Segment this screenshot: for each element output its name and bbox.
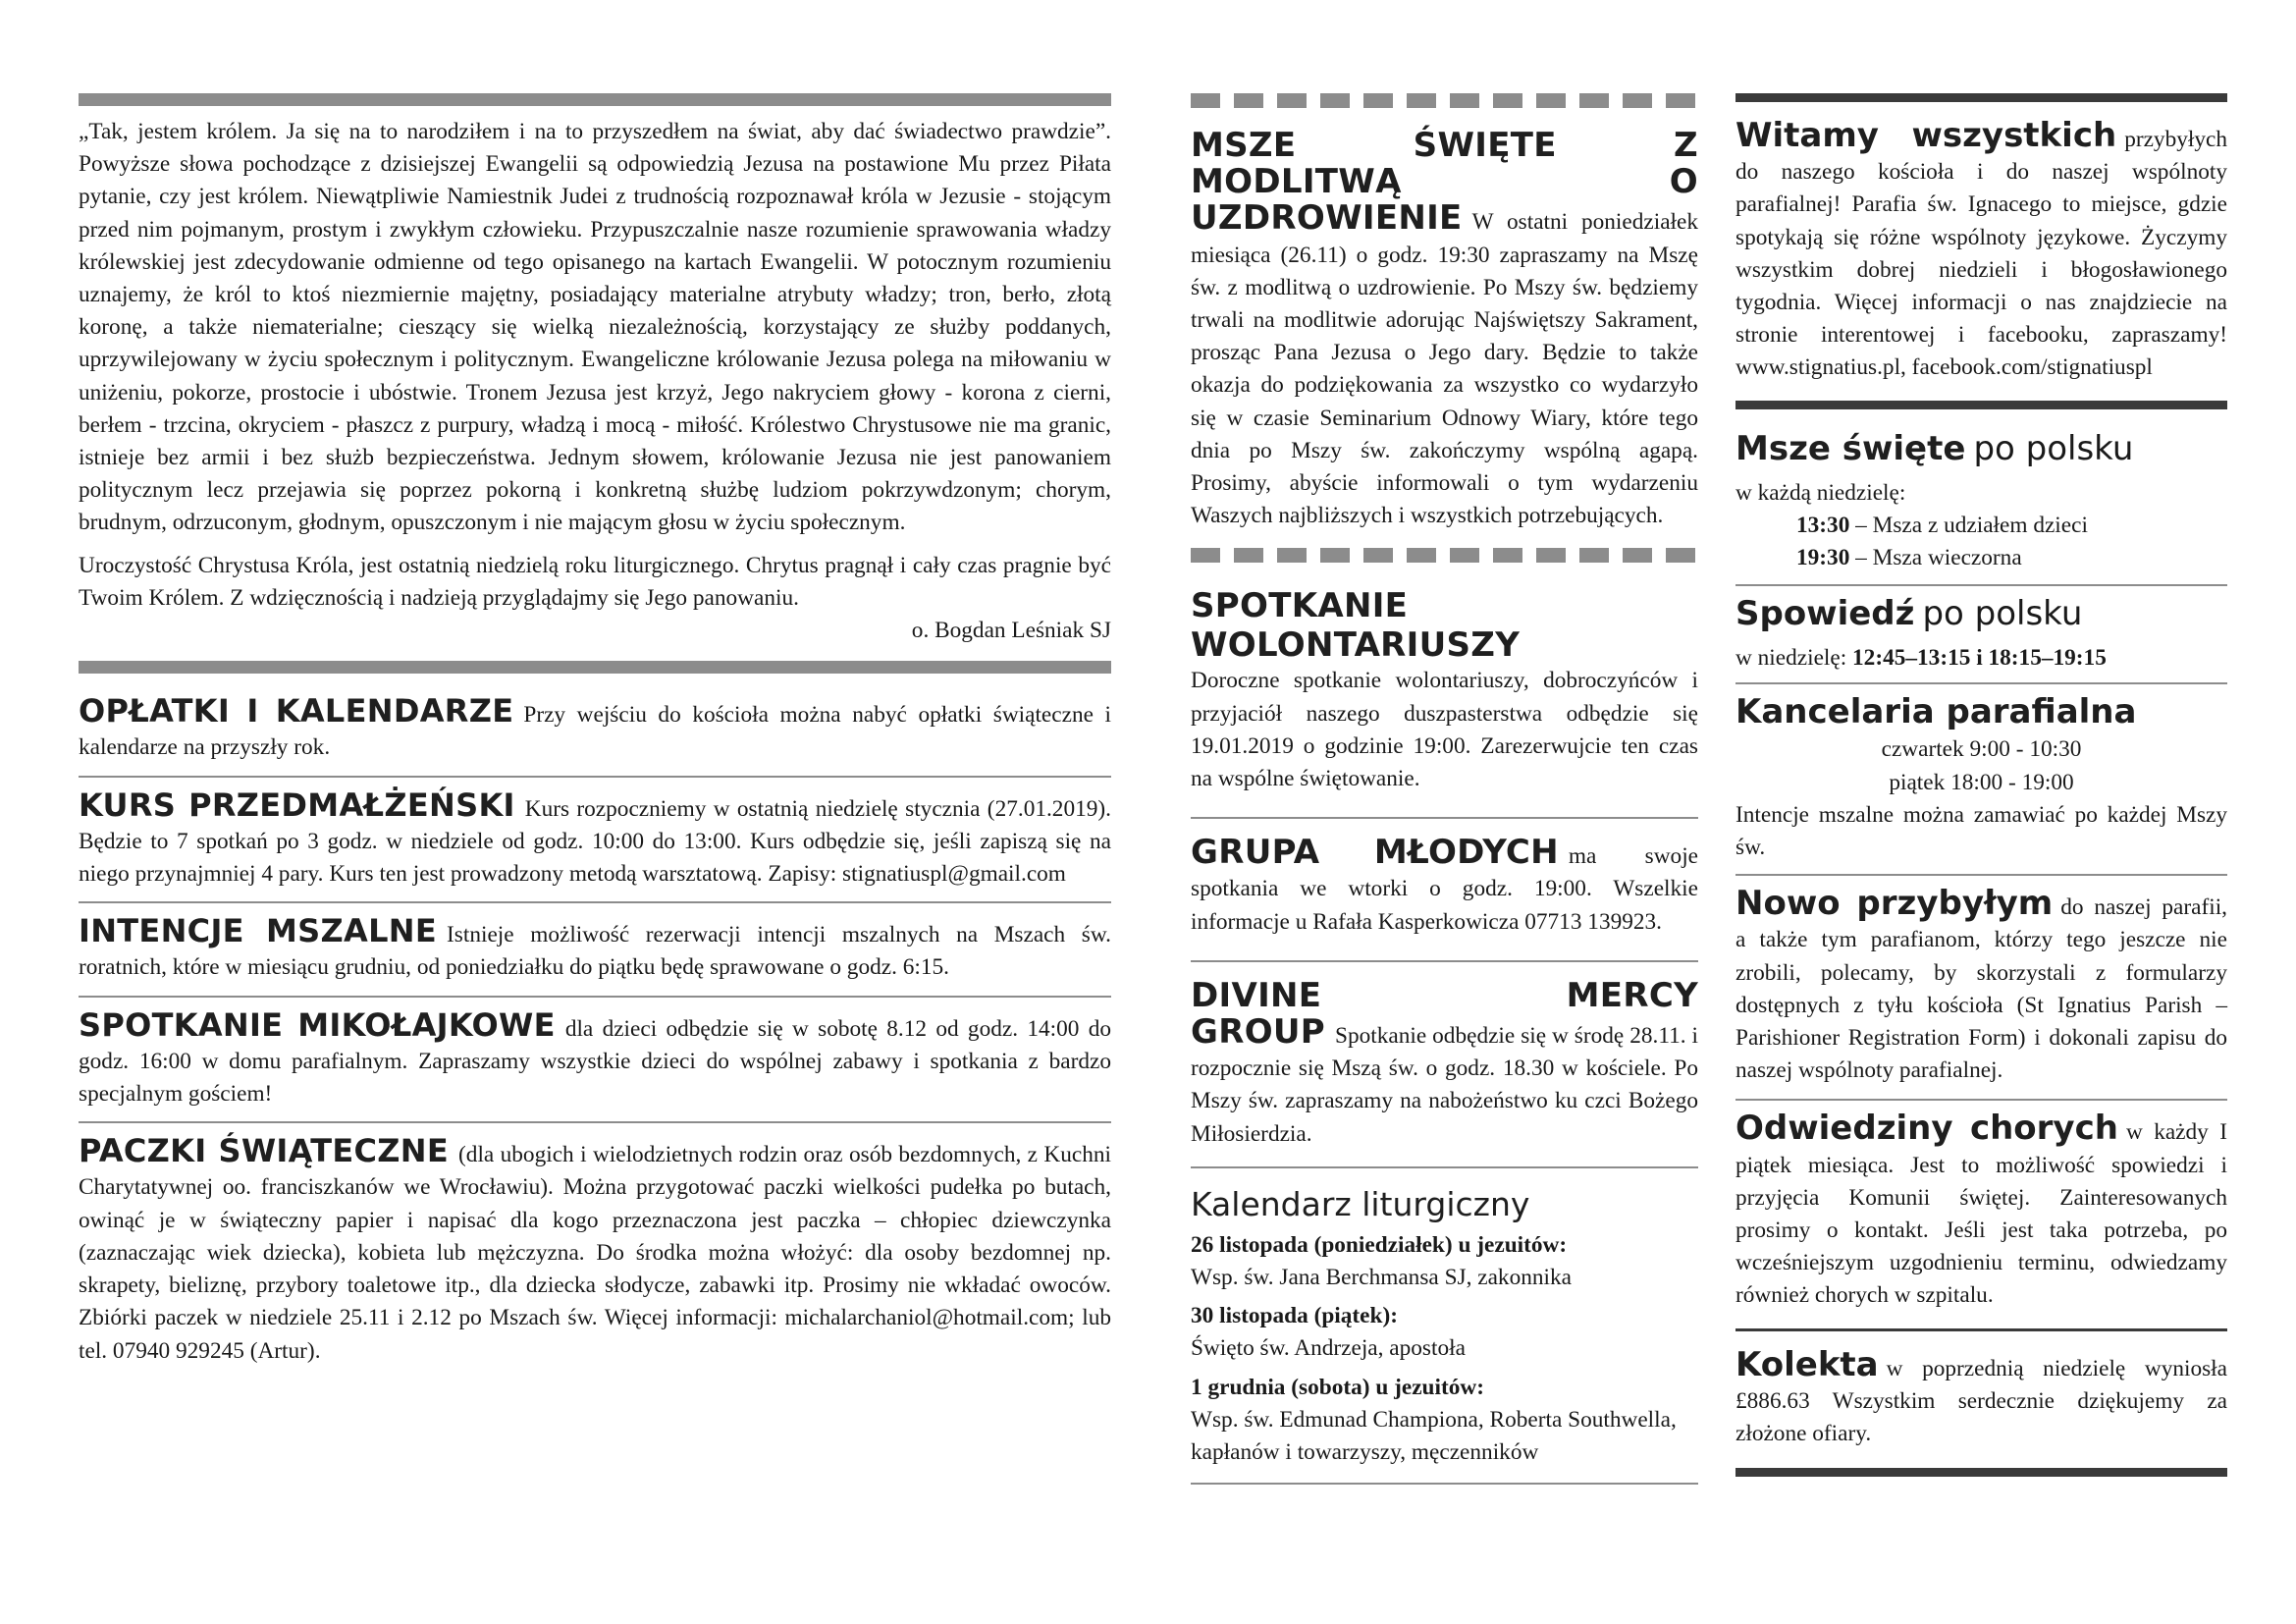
- notice-title: MSZE ŚWIĘTE Z MODLITWĄ O UZDROWIENIE: [1191, 126, 1698, 239]
- welcome-title: Witamy wszystkich: [1735, 116, 2117, 155]
- welcome-text: przybyłych do naszego kościoła i do naszej wspólnoty parafialnej! Parafia św. Ignacego to miejsce, gdzie spotykają się różne wspólnoty językowe. Życzymy wszystkim dobrej niedzieli i błogosławionego tygodnia. Więcej informacji o nas znajdziecie na stronie interentowej i facebooku, zapraszamy! www.stignatius.pl, facebook.com/stignatiuspl: [1735, 127, 2227, 381]
- right-column: [1735, 93, 2227, 1477]
- welcome-block: [1735, 116, 2227, 385]
- notice-msze-uzdrowienie: [1191, 126, 1698, 532]
- calendar-entry: [1191, 1229, 1698, 1294]
- collection-text: w poprzednią niedzielę wyniosła £886.63 Wszystkim serdecznie dziękujemy za złożone ofiary.: [1735, 1355, 2227, 1447]
- notice-text: dla dzieci odbędzie się w sobotę 8.12 od godz. 14:00 do godz. 16:00 w domu parafialnym. Zapraszamy wszystkie dzieci do wspólnej zabawy i spotkania z bardzo specjalnym gościem!: [79, 1015, 1111, 1108]
- newcomers-text: do naszej parafii, a także tym parafianom, którzy tego jeszcze nie zrobili, polecamy, by skorzystali z formularzy dostępnych z tyłu kościoła (St Ignatius Parish – Parishioner Registration Form) i dokonali zapisu do naszej wspólnoty parafialnej.: [1735, 894, 2227, 1084]
- divider: [1735, 401, 2227, 409]
- divider: [1191, 817, 1698, 819]
- notice-paczki: [79, 1132, 1111, 1367]
- mass-time: 19:30: [1796, 545, 1850, 571]
- collection-block: [1735, 1344, 2227, 1451]
- divider: [1735, 682, 2227, 684]
- mass-title-lang: po polsku: [1973, 428, 2134, 468]
- notice-text-wolontariusze: Doroczne spotkanie wolontariuszy, dobroczyńców i przyjaciół naszego duszpasterstwa odbędzie się 19.01.2019 o godzinie 19:00. Zarezerwujcie ten czas na wspólne świętowanie.: [1191, 668, 1698, 792]
- divider: [1735, 1328, 2227, 1331]
- visits-block: [1735, 1109, 2227, 1312]
- notice-title-wolontariusze: SPOTKANIE WOLONTARIUSZY: [1191, 586, 1521, 666]
- notice-grupa-mlodych: [1191, 833, 1699, 939]
- divider: [1191, 1483, 1698, 1485]
- notice-text: Przy wejściu do kościoła można nabyć opłatki świąteczne i kalendarze na przyszły rok.: [79, 702, 1112, 761]
- dashed-divider: [1191, 93, 1698, 108]
- divider: [79, 996, 1111, 998]
- office-hours: piątek 18:00 - 19:00: [1889, 769, 2074, 795]
- notice-text: W ostatni poniedziałek miesiąca (26.11) o godz. 19:30 zapraszamy na Mszę św. z modlitwą o uzdrowienie. Po Mszy św. będziemy trwali na modlitwie adorując Najświętszy Sakrament, prosząc Pana Jezusa o Jego dary. Będzie to także okazja do podziękowania za wszystko co wydarzyło się w czasie Seminarium Odnowy Wiary, które tego dnia po Mszy św. zakończymy wspólną agapą. Prosimy, abyście informowali o tym wydarzeniu Waszych najbliższych i wszystkich potrzebujących.: [1191, 209, 1698, 529]
- office-hours: czwartek 9:00 - 10:30: [1881, 736, 2082, 763]
- notice-title: DIVINE MERCY GROUP: [1191, 975, 1698, 1053]
- notice-title: KURS PRZEDMAŁŻEŃSKI: [79, 785, 515, 824]
- left-column: [79, 93, 1111, 1368]
- collection-title: Kolekta: [1735, 1344, 1879, 1384]
- notice-text: Istnieje możliwość rezerwacji intencji mszalnych na Mszach św. roratnich, które w miesiącu grudniu, od poniedziałku do piątku będę sprawowane o godz. 6:15.: [79, 922, 1111, 981]
- mass-title: Msze święte: [1735, 428, 1966, 468]
- office-text: Intencje mszalne można zamawiać po każdej Mszy św.: [1735, 801, 2227, 861]
- notice-text: Spotkanie odbędzie się w środę 28.11. i rozpocznie się Mszą św. o godz. 18.30 w kościele. Po Mszy św. zapraszamy na nabożeństwo ku czci Bożego Miłosierdzia.: [1191, 1023, 1698, 1147]
- calendar-text: Wsp. św. Edmunad Championa, Roberta Southwella, kapłanów i towarzyszy, męczenników: [1191, 1406, 1677, 1466]
- divider: [1735, 874, 2227, 876]
- confession-times: 12:45–13:15 i 18:15–19:15: [1852, 645, 2107, 672]
- notice-text: Kurs rozpoczniemy w ostatnią niedzielę stycznia (27.01.2019). Będzie to 7 spotkań po 3 godz. w niedziele od godz. 10:00 do 13:00. Kurs odbędzie się, jeśli zapiszą się na niego przynajmniej 4 pary. Kurs ten jest prowadzony metodą warsztatową. Zapisy: stignatiuspl@gmail.com: [79, 795, 1111, 888]
- visits-title: Odwiedziny chorych: [1735, 1109, 2118, 1149]
- mass-item: [1735, 542, 2227, 574]
- divider: [1735, 1099, 2227, 1101]
- notice-mikolajki: [79, 1005, 1111, 1111]
- newcomers-block: [1735, 884, 2227, 1087]
- divider: [1191, 960, 1698, 962]
- confession-times-line: [1735, 642, 2227, 675]
- author-signature: o. Bogdan Leśniak SJ: [911, 618, 1111, 644]
- visits-text: w każdy I piątek miesiąca. Jest to możliwość spowiedzi i przyjęcia Komunii świętej. Zainteresowanych prosimy o kontakt. Jeśli jest taka potrzeba, po wcześniejszym uzgodnieniu terminu, odwiedzamy również chorych w szpitalu.: [1735, 1119, 2227, 1309]
- divider: [79, 901, 1111, 903]
- middle-column: [1191, 93, 1698, 1485]
- notice-text: ma swoje spotkania we wtorki o godz. 19:00. Wszelkie informacje u Rafała Kasperkowicza 07713 139923.: [1191, 843, 1699, 935]
- divider: [1191, 1166, 1698, 1168]
- confession-title-lang: po polsku: [1922, 594, 2083, 634]
- mass-desc: – Msza wieczorna: [1849, 545, 2022, 571]
- notice-text: (dla ubogich i wielodzietnych rodzin oraz osób bezdomnych, z Kuchni Charytatywnej oo. franciszkanów we Wrocławiu). Można przygotować paczki wielkości pudełka po butach, owinąć je w świąteczny papier i napisać dla kogo przeznaczona jest paczka – chłopiec dziewczynka (zaznaczając wiek dziecka), kobieta lub mężczyzna. Do środka można włożyć: dla osoby bezdomnej np. skrapety, bieliznę, przybory toaletowe itp., dla dziecka słodycze, zabawki itp. Prosimy nie wkładać owoców. Zbiórki paczek w niedziele 25.11 i 2.12 po Mszach św. Więcej informacji: michalarchaniol@hotmail.com; lub tel. 07940 929245 (Artur).: [79, 1142, 1111, 1364]
- notice-oplatki: [79, 692, 1112, 764]
- notice-title: INTENCJE MSZALNE: [79, 912, 438, 950]
- reflection-text: „Tak, jestem królem. Ja się na to narodziłem i na to przyszedłem na świat, aby dać świadectwo prawdzie”. Powyższe słowa pochodzące z dzisiejszej Ewangelii są odpowiedzią Jezusa na postawione Mu przez Piłata pytanie, czy jest królem. Niewątpliwie Namiestnik Judei z trudnością rozpoznawał króla w Jezusie - stojącym przed nim pojmanym, prostym i zwykłym człowieku. Przypuszczalnie nasze rozumienie sprawowania władzy królewskiej jest zdecydowanie odmienne od tego opisanego na kartach Ewangelii. W potocznym rozumieniu uznajemy, że król to ktoś niezmiernie majętny, posiadający materialne atrybuty władzy; tron, berło, złotą koronę, a także niematerialne; cieszący się wielką niezależnością, korzystający ze służby poddanych, uprzywilejowany w życiu społecznym i politycznym. Ewangeliczne królowanie Jezusa polega na miłowaniu w uniżeniu, pokorze, prostocie i ubóstwie. Tronem Jezusa jest krzyż, Jego nakryciem głowy - korona z cierni, berłem - trzcina, okryciem - płaszcz z purpury, władzą i mocą - miłość. Królestwo Chrystusowe nie ma granic, istnieje bez armii i bez służb bezpieczeństwa. Jednym słowem, królowanie Jezusa nie jest panowaniem politycznym lecz przejawia się poprzez pokorną i konkretną służbę ludziom pokrzywdzonym; chorym, brudnym, odrzuconym, głodnym, opuszczonym i nie mającym głosu w życiu społecznym.: [79, 119, 1111, 536]
- mass-heading: [1735, 427, 2227, 477]
- calendar-date: 26 listopada (poniedziałek) u jezuitów:: [1191, 1231, 1568, 1258]
- confession-label: w niedzielę:: [1735, 645, 1853, 672]
- divider: [1735, 584, 2227, 586]
- calendar-entry: [1191, 1372, 1698, 1470]
- section-divider: [79, 661, 1111, 674]
- calendar-title: Kalendarz liturgiczny: [1191, 1184, 1530, 1223]
- notice-intencje: [79, 912, 1111, 984]
- dashed-divider: [1191, 548, 1698, 563]
- mass-desc: – Msza z udziałem dzieci: [1849, 512, 2088, 538]
- notice-divine-mercy: [1191, 975, 1698, 1151]
- newcomers-title: Nowo przybyłym: [1735, 884, 2054, 924]
- notice-title: PACZKI ŚWIĄTECZNE: [79, 1132, 450, 1170]
- mass-item: [1735, 510, 2227, 542]
- notice-title: SPOTKANIE MIKOŁAJKOWE: [79, 1005, 556, 1044]
- confession-heading: [1735, 592, 2227, 642]
- top-divider: [1735, 93, 2227, 102]
- confession-title: Spowiedź: [1735, 594, 1915, 634]
- divider: [79, 776, 1111, 778]
- calendar-date: 1 grudnia (sobota) u jezuitów:: [1191, 1374, 1484, 1400]
- office-title: Kancelaria parafialna: [1735, 692, 2137, 732]
- calendar-entry: [1191, 1300, 1698, 1365]
- notice-title: GRUPA MŁODYCH: [1191, 833, 1559, 873]
- notice-kurs: [79, 785, 1111, 892]
- calendar-text: Wsp. św. Jana Berchmansa SJ, zakonnika: [1191, 1265, 1572, 1291]
- divider: [79, 1121, 1111, 1123]
- bottom-divider: [1735, 1468, 2227, 1477]
- calendar-date: 30 listopada (piątek):: [1191, 1303, 1398, 1329]
- notice-title: OPŁATKI I KALENDARZE: [79, 692, 514, 731]
- mass-time: 13:30: [1796, 512, 1850, 538]
- top-divider: [79, 93, 1111, 106]
- reflection-text-2: Uroczystość Chrystusa Króla, jest ostatnią niedzielą roku liturgicznego. Chrytus pragnął i cały czas pragnie być Twoim Królem. Z wdzięcznością i nadzieją przyglądajmy się Jego panowaniu.: [79, 552, 1111, 611]
- mass-subtitle: w każdą niedzielę:: [1735, 479, 1906, 506]
- calendar-text: Święto św. Andrzeja, apostoła: [1191, 1335, 1466, 1362]
